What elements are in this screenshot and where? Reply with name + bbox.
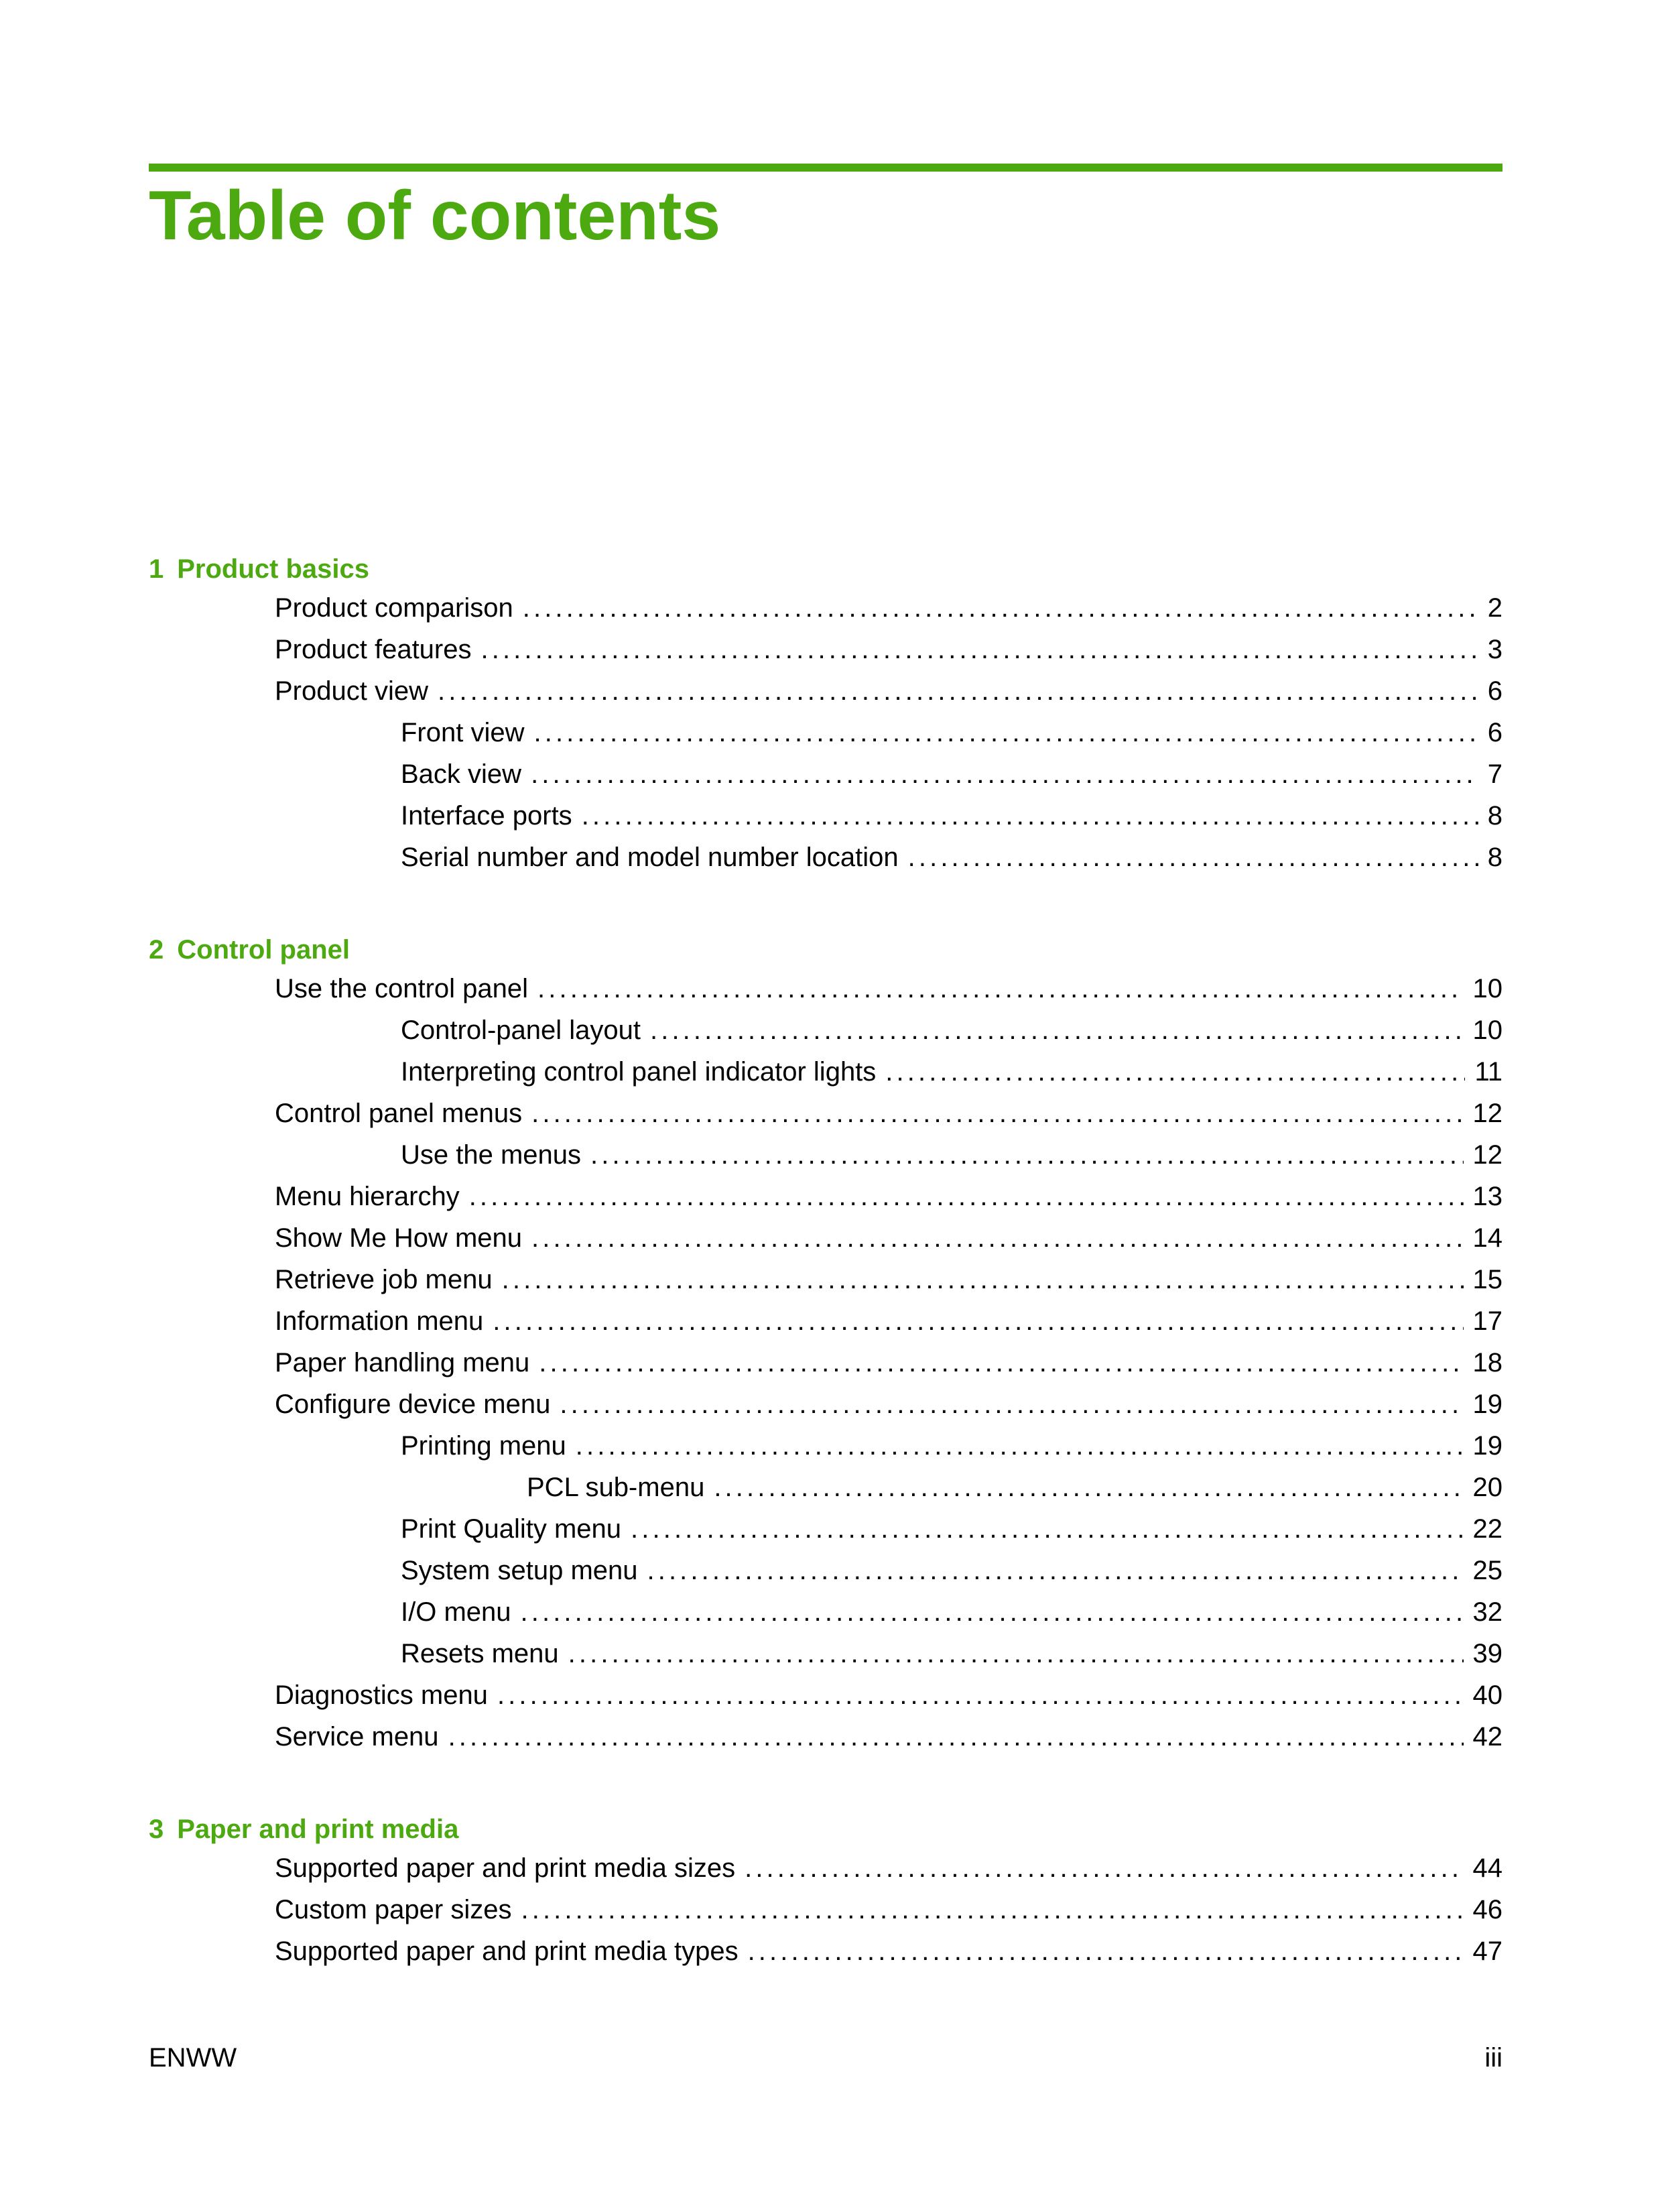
toc-entry-print-quality-menu[interactable] <box>401 1506 1503 1546</box>
toc-entry-page: 46 <box>1472 1895 1503 1924</box>
toc-entry-page: 44 <box>1472 1853 1503 1883</box>
toc-entry-title: Interface ports <box>401 801 572 831</box>
toc-entry-information-menu[interactable] <box>275 1298 1503 1338</box>
toc-entry-page: 8 <box>1487 801 1503 831</box>
toc-entry-service-menu[interactable] <box>275 1713 1503 1754</box>
toc-entry-back-view[interactable] <box>401 751 1503 791</box>
toc-entry-retrieve-job-menu[interactable] <box>275 1256 1503 1296</box>
dot-leader <box>521 1893 1463 1926</box>
toc-entry-title: Control-panel layout <box>401 1016 641 1045</box>
footer-left: ENWW <box>149 2043 237 2073</box>
dot-leader <box>908 841 1478 874</box>
dot-leader <box>531 757 1478 791</box>
toc-entry-control-panel-layout[interactable] <box>401 1007 1503 1047</box>
dot-leader <box>631 1512 1463 1546</box>
chapter-heading-2[interactable] <box>149 933 350 967</box>
chapter-title: Product basics <box>177 554 370 584</box>
toc-entry-product-comparison[interactable] <box>275 585 1503 625</box>
dot-leader <box>650 1013 1464 1047</box>
toc-entry-page: 42 <box>1472 1722 1503 1752</box>
toc-entry-title: Supported paper and print media sizes <box>275 1853 736 1883</box>
toc-entry-page: 6 <box>1487 718 1503 747</box>
toc-entry-custom-paper-sizes[interactable] <box>275 1886 1503 1926</box>
dot-leader <box>531 1097 1463 1130</box>
toc-entry-title: Menu hierarchy <box>275 1182 460 1211</box>
toc-entry-page: 7 <box>1487 759 1503 789</box>
toc-entry-io-menu[interactable] <box>401 1589 1503 1629</box>
toc-entry-page: 14 <box>1472 1223 1503 1253</box>
toc-entry-pcl-sub-menu[interactable] <box>527 1464 1503 1504</box>
toc-entry-title: Product view <box>275 676 428 706</box>
dot-leader <box>493 1304 1463 1338</box>
toc-entry-title: Configure device menu <box>275 1390 551 1419</box>
toc-entry-page: 10 <box>1472 974 1503 1003</box>
toc-entry-page: 40 <box>1472 1680 1503 1710</box>
toc-entry-title: Resets menu <box>401 1639 559 1668</box>
dot-leader <box>582 799 1478 833</box>
dot-leader <box>531 1221 1463 1255</box>
dot-leader <box>714 1471 1463 1504</box>
dot-leader <box>568 1637 1464 1670</box>
toc-entry-supported-types[interactable] <box>275 1928 1503 1968</box>
toc-entry-menu-hierarchy[interactable] <box>275 1173 1503 1213</box>
toc-entry-title: Supported paper and print media types <box>275 1937 739 1966</box>
toc-entry-title: I/O menu <box>401 1597 511 1627</box>
toc-entry-page: 15 <box>1472 1265 1503 1294</box>
toc-entry-system-setup-menu[interactable] <box>401 1547 1503 1587</box>
toc-entry-page: 47 <box>1472 1937 1503 1966</box>
toc-entry-page: 25 <box>1472 1556 1503 1585</box>
toc-entry-title: Serial number and model number location <box>401 843 899 872</box>
toc-entry-title: Product features <box>275 635 472 664</box>
toc-entry-indicator-lights[interactable] <box>401 1048 1503 1089</box>
toc-entry-interface-ports[interactable] <box>401 792 1503 833</box>
dot-leader <box>576 1429 1464 1463</box>
dot-leader <box>448 1720 1464 1754</box>
toc-entry-title: PCL sub-menu <box>527 1473 705 1502</box>
toc-entry-page: 39 <box>1472 1639 1503 1668</box>
dot-leader <box>502 1263 1464 1296</box>
toc-entry-title: Information menu <box>275 1306 484 1336</box>
dot-leader <box>521 1595 1464 1629</box>
toc-entry-title: Use the menus <box>401 1140 582 1170</box>
dot-leader <box>523 591 1478 625</box>
dot-leader <box>560 1388 1463 1421</box>
toc-entry-title: Control panel menus <box>275 1099 523 1128</box>
dot-leader <box>748 1934 1464 1968</box>
toc-entry-page: 20 <box>1472 1473 1503 1502</box>
dot-leader <box>537 972 1463 1005</box>
toc-entry-title: Retrieve job menu <box>275 1265 493 1294</box>
toc-entry-title: Show Me How menu <box>275 1223 523 1253</box>
toc-entry-title: Paper handling menu <box>275 1348 530 1377</box>
chapter-heading-1[interactable] <box>149 552 369 586</box>
toc-entry-page: 2 <box>1487 593 1503 623</box>
toc-entry-page: 19 <box>1472 1431 1503 1461</box>
toc-entry-configure-device-menu[interactable] <box>275 1381 1503 1421</box>
dot-leader <box>469 1180 1464 1213</box>
toc-entry-page: 12 <box>1472 1099 1503 1128</box>
chapter-number: 2 <box>149 935 164 965</box>
dot-leader <box>497 1678 1464 1712</box>
toc-entry-page: 18 <box>1472 1348 1503 1377</box>
dot-leader <box>885 1055 1465 1089</box>
chapter-title: Paper and print media <box>177 1815 459 1844</box>
toc-entry-serial-number-location[interactable] <box>401 834 1503 874</box>
toc-entry-product-features[interactable] <box>275 626 1503 666</box>
toc-entry-page: 12 <box>1472 1140 1503 1170</box>
toc-entry-use-the-menus[interactable] <box>401 1131 1503 1172</box>
toc-entry-resets-menu[interactable] <box>401 1630 1503 1670</box>
toc-entry-page: 6 <box>1487 676 1503 706</box>
toc-entry-printing-menu[interactable] <box>401 1422 1503 1463</box>
page-number: iii <box>1484 2043 1503 2073</box>
toc-entry-page: 10 <box>1472 1016 1503 1045</box>
toc-entry-product-view[interactable] <box>275 668 1503 708</box>
toc-entry-title: Diagnostics menu <box>275 1680 488 1710</box>
dot-leader <box>481 633 1478 666</box>
toc-entry-page: 17 <box>1472 1306 1503 1336</box>
chapter-heading-3[interactable] <box>149 1812 458 1846</box>
toc-entry-title: Printing menu <box>401 1431 566 1461</box>
dot-leader <box>745 1851 1463 1885</box>
dot-leader <box>590 1138 1463 1172</box>
toc-entry-diagnostics-menu[interactable] <box>275 1672 1503 1712</box>
toc-entry-title: Front view <box>401 718 525 747</box>
toc-entry-title: Product comparison <box>275 593 513 623</box>
toc-entry-show-me-how-menu[interactable] <box>275 1215 1503 1255</box>
toc-entry-page: 19 <box>1472 1390 1503 1419</box>
toc-entry-title: Interpreting control panel indicator lights <box>401 1057 877 1087</box>
toc-entry-use-the-control-panel[interactable] <box>275 965 1503 1005</box>
toc-entry-page: 8 <box>1487 843 1503 872</box>
toc-entry-front-view[interactable] <box>401 709 1503 749</box>
title-rule <box>149 164 1503 172</box>
page-title: Table of contents <box>149 177 721 255</box>
chapter-number: 3 <box>149 1815 164 1844</box>
toc-entry-title: System setup menu <box>401 1556 638 1585</box>
dot-leader <box>539 1346 1463 1379</box>
dot-leader <box>438 674 1478 708</box>
toc-entry-page: 22 <box>1472 1514 1503 1544</box>
toc-entry-paper-handling-menu[interactable] <box>275 1339 1503 1379</box>
dot-leader <box>534 716 1478 749</box>
toc-entry-page: 3 <box>1487 635 1503 664</box>
toc-entry-control-panel-menus[interactable] <box>275 1090 1503 1130</box>
toc-entry-supported-sizes[interactable] <box>275 1845 1503 1885</box>
chapter-title: Control panel <box>177 935 350 965</box>
toc-entry-title: Back view <box>401 759 522 789</box>
dot-leader <box>647 1554 1464 1587</box>
toc-entry-title: Service menu <box>275 1722 439 1752</box>
chapter-number: 1 <box>149 554 164 584</box>
toc-entry-page: 11 <box>1474 1057 1503 1087</box>
toc-entry-title: Custom paper sizes <box>275 1895 512 1924</box>
toc-entry-page: 32 <box>1472 1597 1503 1627</box>
toc-entry-title: Print Quality menu <box>401 1514 622 1544</box>
toc-entry-title: Use the control panel <box>275 974 529 1003</box>
toc-entry-page: 13 <box>1472 1182 1503 1211</box>
